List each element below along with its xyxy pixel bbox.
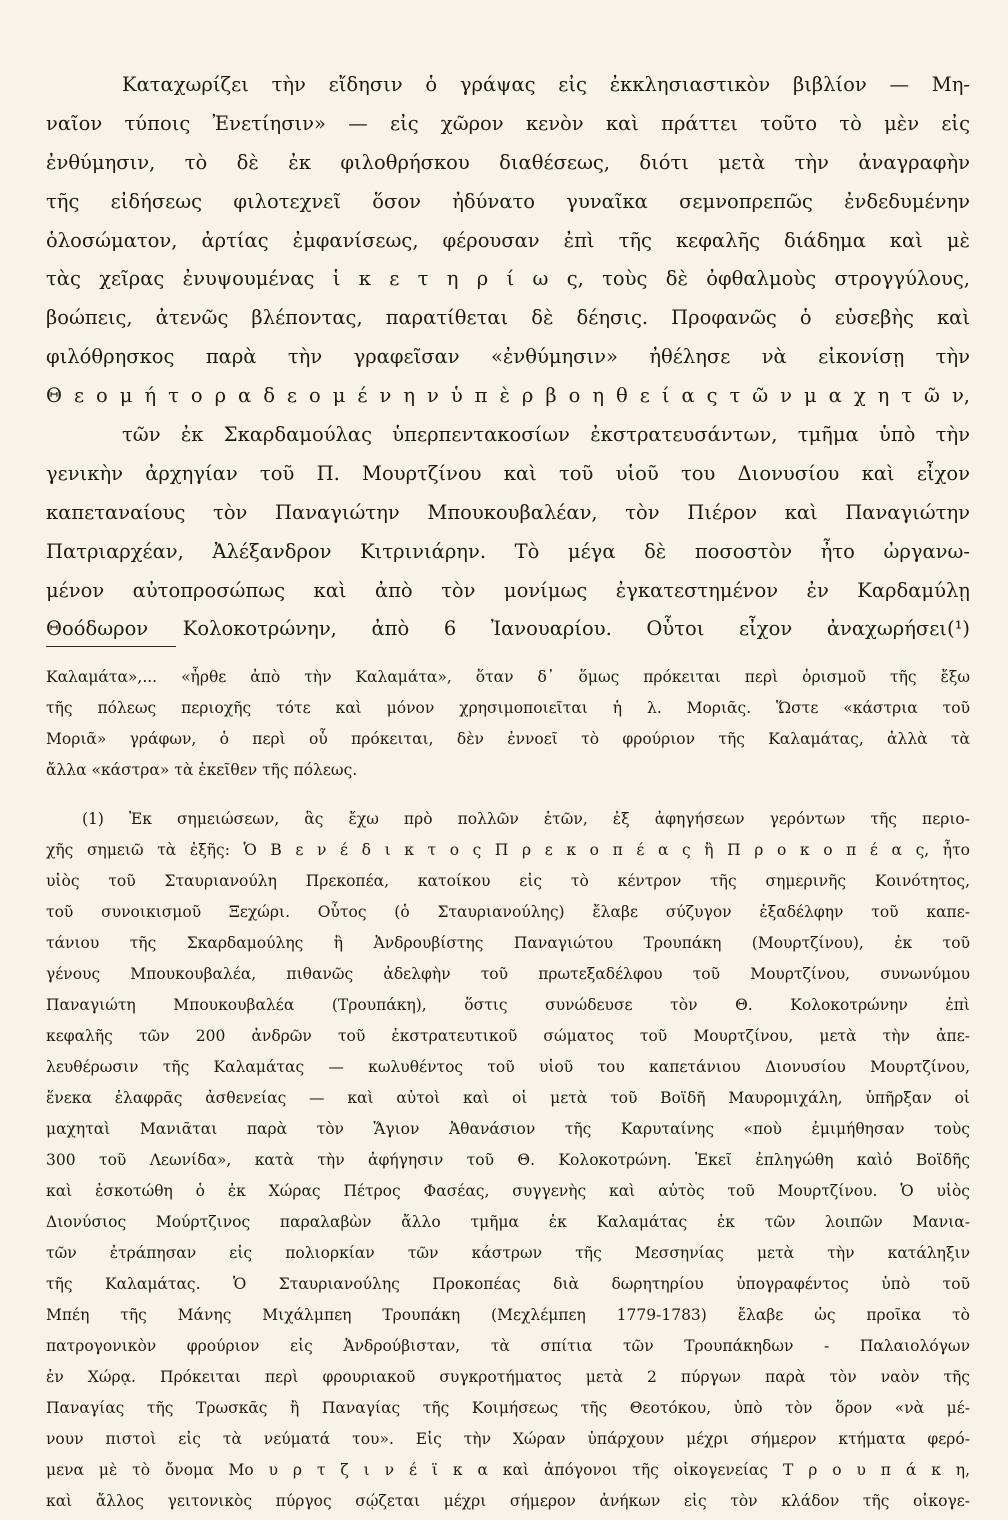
footnote-line: μενα μὲ τὸ ὄνομα Μο υ ρ τ ζ ι ν έ ϊ κ α καὶ ἀπόγονοι τῆς οἰκογενείας Τ ρ ο υ π ά κ η, xyxy=(46,1461,970,1479)
main-text-line: μένον αὐτοπροσώπως καὶ ἀπὸ τὸν μονίμως ἐγκατεστημένον ἐν Καρδαμύλῃ xyxy=(46,578,970,602)
footnote-line: λευθέρωσιν τῆς Καλαμάτας — κωλυθέντος τοῦ υἱοῦ του καπετάνιου Διονυσίου Μουρτζίνου, xyxy=(46,1058,970,1076)
footnote-line: 300 τοῦ Λεωνίδα», κατὰ τὴν ἀφήγησιν τοῦ Θ. Κολοκοτρώνη. Ἐκεῖ ἐπληγώθη καὶὁ Βοϊδῆς xyxy=(46,1151,970,1169)
footnote-line: τοῦ συνοικισμοῦ Ξεχώρι. Οὗτος (ὁ Σταυριανούλης) ἔλαβε σύζυγον ἐξαδέλφην τοῦ καπε- xyxy=(46,903,970,921)
main-text-line: ἐνθύμησιν, τὸ δὲ ἐκ φιλοθρήσκου διαθέσεως, διότι μετὰ τὴν ἀναγραφὴν xyxy=(46,150,970,174)
main-text-line: γενικὴν ἀρχηγίαν τοῦ Π. Μουρτζίνου καὶ τοῦ υἱοῦ του Διονυσίου καὶ εἶχον xyxy=(46,461,970,485)
footnote-line: καὶ ἄλλος γειτονικὸς πύργος σῴζεται μέχρι σήμερον ἀνήκων εἰς τὸν κλάδον τῆς οἰκογε- xyxy=(46,1492,970,1510)
main-text-line: ὁλοσώματον, ἀρτίας ἐμφανίσεως, φέρουσαν ἐπὶ τῆς κεφαλῆς διάδημα καὶ μὲ xyxy=(46,228,970,252)
main-text-line: τὰς χεῖρας ἐνυψουμένας ἱ κ ε τ η ρ ί ω ς, τοὺς δὲ ὀφθαλμοὺς στρογγύλους, xyxy=(46,267,970,291)
footnote-line: Μπέη τῆς Μάνης Μιχάλμπεη Τρουπάκη (Μεχλέμπεη 1779-1783) ἔλαβε ὡς προῖκα τὸ xyxy=(46,1306,970,1324)
main-text-line: Θ ε ο μ ή τ ο ρ α δ ε ο μ έ ν η ν ὑ π ὲ ρ β ο η θ ε ί α ς τ ῶ ν μ α χ η τ ῶ ν, xyxy=(46,384,970,408)
main-text-line: Θοόδωρον Κολοκοτρώνην, ἀπὸ 6 Ἰανουαρίου. Οὗτοι εἶχον ἀναχωρήσει(¹) xyxy=(46,617,970,641)
main-text-line: Καταχωρίζει τὴν εἴδησιν ὁ γράψας εἰς ἐκκλησιαστικὸν βιβλίον — Μη- xyxy=(122,73,970,96)
footnote-carryover-block xyxy=(46,662,970,786)
footnote-line: καὶ ἐσκοτώθη ὁ ἐκ Χώρας Πέτρος Φασέας, συγγενὴς καὶ αὐτὸς τοῦ Μουρτζίνου. Ὁ υἱὸς xyxy=(46,1182,970,1200)
footnote-line: υἱὸς τοῦ Σταυριανούλη Πρεκοπέα, κατοίκου εἰς τὸ κέντρον τῆς σημερινῆς Κοινότητος, xyxy=(46,872,970,890)
footnote-line: ἕνεκα ἐλαφρᾶς ἀσθενείας — καὶ αὐτοὶ καὶ οἱ μετὰ τοῦ Βοϊδῆ Μαυρομιχάλη, ὑπῆρξαν οἱ xyxy=(46,1089,970,1107)
main-text-line: καπεταναίους τὸν Παναγιώτην Μπουκουβαλέαν, τὸν Πιέρον καὶ Παναγιώτην xyxy=(46,500,970,524)
footnote-line: μαχηταὶ Μανιᾶται παρὰ τὸν Ἅγιον Ἀθανάσιον τῆς Καρυταίνης «ποὺ ἐμιμήθησαν τοὺς xyxy=(46,1120,970,1138)
footnote-line: (1) Ἐκ σημειώσεων, ἃς ἔχω πρὸ πολλῶν ἐτῶν, ἐξ ἀφηγήσεων γερόντων τῆς περιο- xyxy=(82,810,970,828)
footnote-line: τῆς πόλεως περιοχῆς τότε καὶ μόνον χρησιμοποιεῖται ἡ λ. Μοριᾶς. Ὥστε «κάστρια τοῦ xyxy=(46,699,970,717)
footnote-line: χῆς σημειῶ τὰ ἑξῆς: Ὁ Β ε ν έ δ ι κ τ ο ς Π ρ ε κ ο π έ α ς ἢ Π ρ ο κ ο π έ α ς, ἦτο xyxy=(46,841,970,859)
footnote-line: ἄλλα «κάστρα» τὰ ἐκεῖθεν τῆς πόλεως. xyxy=(46,761,358,779)
footnote-line: γένους Μπουκουβαλέα, πιθανῶς ἀδελφὴν τοῦ πρωτεξαδέλφου τοῦ Μουρτζίνου, συνωνύμου xyxy=(46,965,970,983)
footnote-line: νουν πιστοὶ εἰς τὰ νεύματά του». Εἰς τὴν Χώραν ὑπάρχουν μέχρι σήμερον κτήματα φερό- xyxy=(46,1430,970,1448)
footnote-line: τάνιου τῆς Σκαρδαμούλης ἢ Ἀνδρουβίστης Παναγιώτου Τρουπάκη (Μουρτζίνου), ἐκ τοῦ xyxy=(46,934,970,952)
footnote-line: πατρογονικὸν φρούριον εἰς Ἀνδρούβισταν, τὰ σπίτια τῶν Τρουπάκηδων - Παλαιολόγων xyxy=(46,1337,970,1355)
main-text-line: τῶν ἐκ Σκαρδαμούλας ὑπερπεντακοσίων ἐκστρατευσάντων, τμῆμα ὑπὸ τὴν xyxy=(122,423,970,447)
footnote-line: τῶν ἐτράπησαν εἰς πολιορκίαν τῶν κάστρων τῆς Μεσσηνίας μετὰ τὴν κατάληξιν xyxy=(46,1244,970,1262)
footnote-line: Παναγιώτη Μπουκουβαλέα (Τρουπάκη), ὅστις συνώδευσε τὸν Θ. Κολοκοτρώνην ἐπὶ xyxy=(46,996,970,1014)
main-text-line: τῆς εἰδήσεως φιλοτεχνεῖ ὅσον ἠδύνατο γυναῖκα σεμνοπρεπῶς ἐνδεδυμένην xyxy=(46,189,970,213)
footnote-line: κεφαλῆς τῶν 200 ἀνδρῶν τοῦ ἐκστρατευτικοῦ σώματος τοῦ Μουρτζίνου, μετὰ τὴν ἀπε- xyxy=(46,1027,970,1045)
footnote-line: Μοριᾶ» γράφων, ὁ περὶ οὗ πρόκειται, δὲν ἐννοεῖ τὸ φρούριον τῆς Καλαμάτας, ἀλλὰ τὰ xyxy=(46,730,970,748)
main-text-line: Πατριαρχέαν, Ἀλέξανδρον Κιτρινιάρην. Τὸ μέγα δὲ ποσοστὸν ἦτο ὠργανω- xyxy=(46,539,970,563)
footnote-line: Διονύσιος Μούρτζινος παραλαβὼν ἄλλο τμῆμα ἐκ Καλαμάτας ἐκ τῶν λοιπῶν Μανια- xyxy=(46,1213,970,1231)
footnote-line: Παναγίας τῆς Τρωσκᾶς ἢ Παναγίας τῆς Κοιμήσεως τῆς Θεοτόκου, ὑπὸ τὸν ὅρον «νὰ μέ- xyxy=(46,1399,970,1417)
footnote-line: τῆς Καλαμάτας. Ὁ Σταυριανούλης Προκοπέας διὰ δωρητηρίου ὑπογραφέντος ὑπὸ τοῦ xyxy=(46,1275,970,1293)
footnote-separator-rule xyxy=(46,646,176,647)
main-text-line: βοώπεις, ἀτενῶς βλέποντας, παρατίθεται δὲ δέησις. Προφανῶς ὁ εὐσεβὴς καὶ xyxy=(46,306,970,330)
main-paragraph xyxy=(46,66,970,649)
footnote-line: ἐν Χώρᾳ. Πρόκειται περὶ φρουριακοῦ συγκροτήματος μετὰ 2 πύργων παρὰ τὸν ναὸν τῆς xyxy=(46,1368,970,1386)
main-text-line: ναῖον τύποις Ἐνετίησιν» — εἰς χῶρον κενὸν καὶ πράττει τοῦτο τὸ μὲν εἰς xyxy=(46,111,970,135)
footnote-line: Καλαμάτα»,... «ἦρθε ἀπὸ τὴν Καλαμάτα», ὅταν δ᾿ ὅμως πρόκειται περὶ ὁρισμοῦ τῆς ἔξω xyxy=(46,668,970,686)
main-text-line: φιλόθρησκος παρὰ τὴν γραφεῖσαν «ἐνθύμησιν» ἠθέλησε νὰ εἰκονίσῃ τὴν xyxy=(46,345,970,369)
footnote-1-block xyxy=(46,804,970,1517)
